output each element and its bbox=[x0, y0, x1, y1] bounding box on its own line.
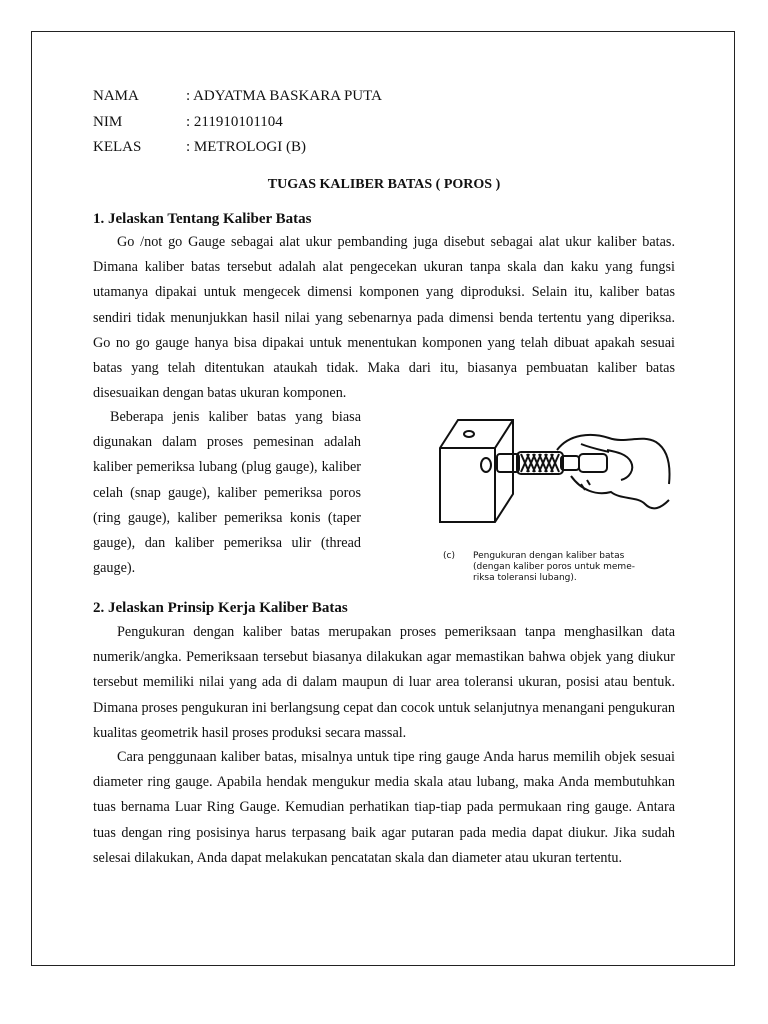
identity-label: NAMA bbox=[93, 88, 139, 104]
figure-caption-text: Pengukuran dengan kaliber batas (dengan kaliber poros untuk meme- riksa toleransi lubang). bbox=[473, 551, 635, 583]
section-2-heading: 2. Jelaskan Prinsip Kerja Kaliber Batas bbox=[93, 600, 348, 616]
figure-caption-tag: (c) bbox=[443, 551, 455, 561]
section-2-paragraph-1: Pengukuran dengan kaliber batas merupakan proses pemeriksaan tanpa menghasilkan data numerik/angka. Pemeriksaan tersebut biasanya dilakukan agar memastikan bahwa objek yang diukur tersebut memiliki nilai yang ada di dalam maupun di luar area toleransi ukuran, posisi atau bentuk. Dimana proses pengukuran ini berlangsung cepat dan cocok untuk selanjutnya menangani pengukuran kualitas geometrik hasil proses produksi secara massal. bbox=[93, 624, 675, 741]
section-1-heading: 1. Jelaskan Tentang Kaliber Batas bbox=[93, 211, 312, 227]
section-2-paragraph-2: Cara penggunaan kaliber batas, misalnya untuk tipe ring gauge Anda harus memilih objek sesuai diameter ring gauge. Apabila hendak mengukur media skala atau lubang, maka Anda membutuhkan tuas bernama Luar Ring Gauge. Kemudian perhatikan tiap-tiap pada permukaan ring gauge. Antara tuas dengan ring posisinya harus terpasang baik agar putaran pada media dapat diukur. Jika sudah selesai dilakukan, Anda dapat melakukan pencatatan skala dan diameter atau ukuran tertentu. bbox=[93, 749, 675, 866]
identity-value: : ADYATMA BASKARA PUTA bbox=[186, 88, 382, 104]
identity-label: NIM bbox=[93, 114, 123, 130]
document-title: TUGAS KALIBER BATAS ( POROS ) bbox=[267, 177, 501, 192]
identity-value: : 211910101104 bbox=[186, 114, 283, 130]
section-1-paragraph: Go /not go Gauge sebagai alat ukur pembanding juga disebut sebagai alat ukur kaliber batas. Dimana kaliber batas tersebut adalah alat pengecekan ukuran tanpa skala dan kaku yang fungsi utamanya dipakai untuk mengecek dimensi komponen yang diproduksi. Selain itu, kaliber batas sendiri tidak menunjukkan hasil nilai yang sebenarnya pada dimensi benda tertentu yang diperiksa. Go no go gauge hanya bisa dipakai untuk menentukan komponen yang telah dibuat apakah sesuai batas yang telah ditentukan ataukah tidak. Maka dari itu, biasanya pembuatan kaliber batas disesuaikan dengan batas ukuran komponen. bbox=[93, 234, 675, 402]
section-1-paragraph-2: Beberapa jenis kaliber batas yang biasa digunakan dalam proses pemesinan adalah kaliber pemeriksa lubang (plug gauge), kaliber celah (snap gauge), kaliber pemeriksa poros (ring gauge), kaliber pemeriksa konis (taper gauge), dan kaliber pemeriksa ulir (thread gauge). bbox=[93, 409, 361, 577]
identity-label: KELAS bbox=[93, 139, 142, 155]
identity-value: : METROLOGI (B) bbox=[186, 139, 306, 155]
